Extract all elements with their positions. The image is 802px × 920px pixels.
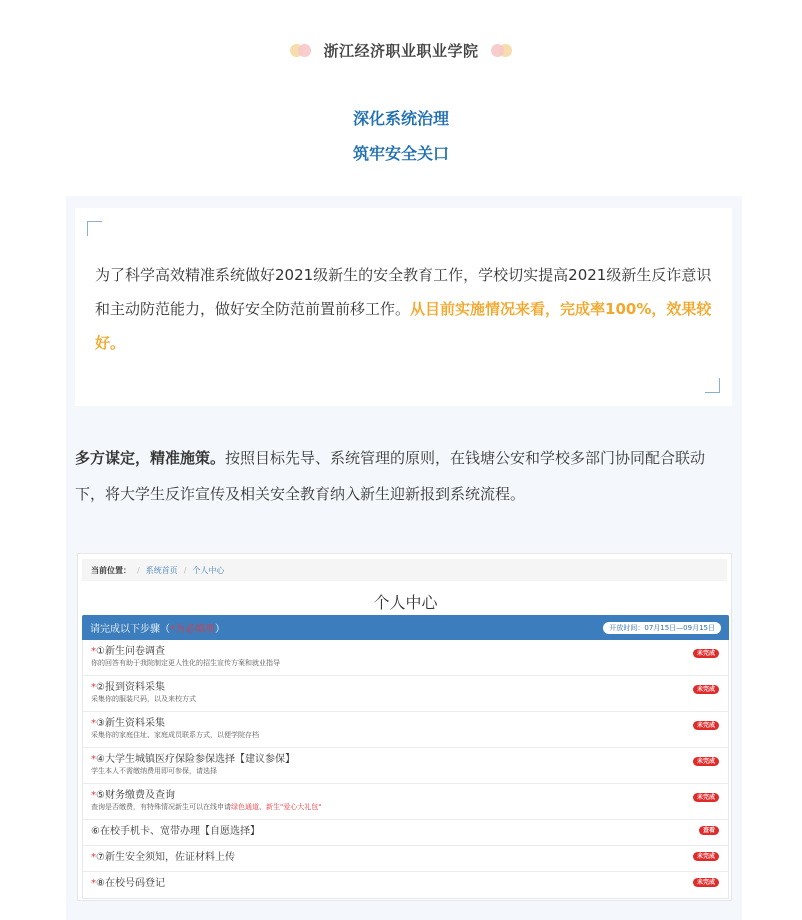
status-badge: 未完成 — [693, 757, 719, 766]
breadcrumb-home-link[interactable]: 系统首页 — [145, 565, 178, 575]
step-name: ⑥在校手机卡、宽带办理【自愿选择】 — [91, 826, 260, 837]
corner-mark-top-left — [87, 221, 102, 236]
paragraph-lead: 多方谋定，精准施策。 — [75, 449, 226, 467]
status-badge: 未完成 — [693, 649, 719, 658]
step-desc: 查询是否缴费，有特殊情况新生可以在线申请绿色通道、新生"爱心大礼包" — [91, 803, 322, 811]
open-period-badge: 开放时间：07月15日—09月15日 — [603, 622, 721, 634]
view-badge[interactable]: 查看 — [699, 826, 719, 835]
steps-panel-header — [82, 615, 729, 640]
step-item[interactable]: *③新生资料采集 采集你的家庭住址、家庭成员联系方式，以便学院存档 未完成 — [83, 712, 728, 748]
decor-dots-right — [491, 44, 512, 57]
step-name: ⑧在校号码登记 — [96, 878, 165, 889]
step-name: ①新生问卷调查 — [96, 646, 165, 657]
step-name: ③新生资料采集 — [96, 718, 165, 729]
step-item[interactable]: *⑤财务缴费及查询 查询是否缴费，有特殊情况新生可以在线申请绿色通道、新生"爱心大礼包" 未完成 — [83, 784, 728, 820]
brand-title: 浙江经济职业职业学院 — [323, 41, 479, 60]
required-note: *为必填项 — [170, 624, 215, 635]
step-desc: 学生本人不需缴纳费用即可参保，请选择 — [91, 767, 217, 775]
system-screenshot — [77, 553, 732, 901]
breadcrumb: 当前位置： / 系统首页 / 个人中心 — [82, 559, 727, 581]
page-title: 个人中心 — [373, 593, 438, 612]
step-name: ⑦新生安全须知，佐证材料上传 — [96, 852, 235, 863]
step-name: ⑤财务缴费及查询 — [96, 790, 175, 801]
intro-paragraph — [75, 440, 725, 512]
breadcrumb-label: 当前位置： — [91, 565, 131, 575]
green-channel-link[interactable]: 绿色通道、新生"爱心大礼包" — [231, 803, 322, 811]
breadcrumb-current: 个人中心 — [192, 565, 225, 575]
step-item[interactable] — [83, 820, 728, 846]
step-name: ②报到资料采集 — [96, 682, 165, 693]
status-badge: 未完成 — [693, 852, 719, 861]
status-badge: 未完成 — [693, 721, 719, 730]
step-item[interactable]: *②报到资料采集 采集你的服装尺码，以及来校方式 未完成 — [83, 676, 728, 712]
step-desc: 你的回答有助于我院制定更人性化的招生宣传方案和就业指导 — [91, 659, 280, 667]
step-name: ④大学生城镇医疗保险参保选择【建议参保】 — [96, 754, 295, 765]
slogan-line-2: 筑牢安全关口 — [352, 144, 449, 163]
decor-dots-left — [290, 44, 311, 57]
step-item[interactable]: *⑦新生安全须知，佐证材料上传 未完成 — [83, 846, 728, 872]
slogan-line-1: 深化系统治理 — [352, 109, 449, 128]
panel-title: 请完成以下步骤（*为必填项） — [90, 624, 225, 635]
status-badge: 未完成 — [693, 793, 719, 802]
step-desc: 采集你的服装尺码，以及来校方式 — [91, 695, 196, 703]
quote-highlight: 从目前实施情况来看，完成率100%，效果较好。 — [95, 300, 712, 352]
steps-list — [82, 640, 729, 899]
step-item[interactable]: *④大学生城镇医疗保险参保选择【建议参保】 学生本人不需缴纳费用即可参保，请选择 未完成 — [83, 748, 728, 784]
status-badge: 未完成 — [693, 685, 719, 694]
step-desc: 采集你的家庭住址、家庭成员联系方式，以便学院存档 — [91, 731, 259, 739]
quote-body: 为了科学高效精准系统做好2021级新生的安全教育工作，学校切实提高2021级新生反诈意识和主动防范能力，做好安全防范前置前移工作。 — [95, 266, 712, 318]
brand-header — [0, 36, 802, 64]
step-item[interactable]: *⑧在校号码登记 未完成 — [83, 872, 728, 898]
status-badge: 未完成 — [693, 878, 719, 887]
corner-mark-bottom-right — [705, 378, 720, 393]
step-item[interactable]: *①新生问卷调查 你的回答有助于我院制定更人性化的招生宣传方案和就业指导 未完成 — [83, 640, 728, 676]
quote-text — [95, 258, 715, 360]
paragraph-body: 按照目标先导、系统管理的原则，在钱塘公安和学校多部门协同配合联动下，将大学生反诈宣传及相关安全教育纳入新生迎新报到系统流程。 — [75, 449, 706, 503]
quote-card — [75, 208, 732, 406]
